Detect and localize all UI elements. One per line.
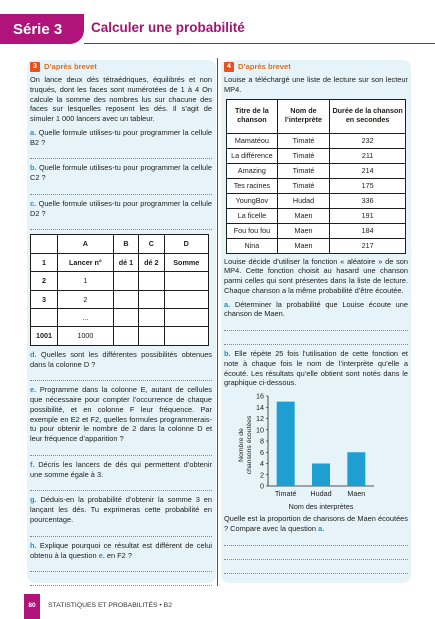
question-reference: a. <box>318 523 325 533</box>
question-label: d. <box>30 349 37 359</box>
y-tick-label: 4 <box>260 459 264 469</box>
exercise-source: D’après brevet <box>238 62 291 71</box>
question-label: c. <box>30 198 37 208</box>
x-tick-label: Timaté <box>274 489 297 499</box>
spreadsheet-row <box>31 327 209 345</box>
question-text: Quelle formule utilises-tu pour programmer la cellule B2 ? <box>30 127 212 147</box>
artist: Hudad <box>277 193 329 208</box>
page-footer <box>0 590 435 619</box>
table-row <box>227 193 406 208</box>
song-title: Amazing <box>227 163 278 178</box>
exercise-3 <box>30 62 212 590</box>
question-label: b. <box>224 349 231 359</box>
question-label: b. <box>30 163 37 173</box>
header-rule <box>84 43 435 44</box>
question-text: en F2 ? <box>106 550 132 560</box>
answer-line[interactable] <box>30 481 212 491</box>
exercise-3-intro: On lance deux dés tétraédriques, équilibrés et non truqués, dont les faces sont numérotées de 1 à 4 On calcule la somme des nombres lus sur chacune des faces sur lesquelles reposent les dés. Il s’agit de simuler 1 000 lancers avec un tableur. <box>30 75 212 124</box>
spreadsheet-row <box>31 253 209 271</box>
x-axis-title: Nom des interprètes <box>288 502 354 512</box>
y-tick-label: 0 <box>260 481 264 491</box>
y-axis-title: chansons écoutées <box>246 415 253 475</box>
serie-tab: Série 3 <box>0 14 84 44</box>
artist: Maen <box>277 223 329 238</box>
sheet-cell[interactable] <box>113 309 138 327</box>
question-label: a. <box>30 127 37 137</box>
song-title: Tes racines <box>227 178 278 193</box>
x-tick-label: Maen <box>347 489 366 499</box>
playlist-header-row <box>227 99 406 133</box>
answer-line[interactable] <box>30 576 212 586</box>
column-header: C <box>139 235 164 253</box>
duration: 232 <box>330 133 406 148</box>
question-text: Décris les lancers de dés qui permettent d’obtenir une somme égale à 3. <box>30 459 212 479</box>
table-row <box>227 223 406 238</box>
question-label: g. <box>30 495 37 505</box>
question-3d <box>30 350 212 370</box>
column-header: Nom de l’interprète <box>277 99 329 133</box>
answer-line[interactable] <box>224 550 408 560</box>
sheet-cell[interactable]: dé 2 <box>139 253 164 271</box>
spreadsheet-table <box>30 234 209 345</box>
sheet-cell[interactable] <box>139 290 164 308</box>
question-3a <box>30 128 212 148</box>
answer-line[interactable] <box>224 564 408 574</box>
song-title: La différence <box>227 148 278 163</box>
sheet-cell[interactable] <box>139 272 164 290</box>
artist: Maen <box>277 238 329 253</box>
spreadsheet-row <box>31 290 209 308</box>
question-reference: e. <box>98 550 105 560</box>
sheet-cell[interactable]: 1000 <box>58 327 114 345</box>
question-text: Quelle est la proportion de chansons de Maen écoutées ? Compare avec la question <box>224 514 408 533</box>
sheet-cell[interactable] <box>113 272 138 290</box>
answer-line[interactable] <box>224 321 408 331</box>
question-text: Déduis-en la probabilité d’obtenir la somme 3 en lançant les dés. Tu exprimeras cette probabilité en pourcentage. <box>30 495 212 524</box>
sheet-cell[interactable] <box>164 327 209 345</box>
answer-line[interactable] <box>30 446 212 456</box>
sheet-cell[interactable]: dé 1 <box>113 253 138 271</box>
answer-line[interactable] <box>30 185 212 195</box>
question-text: Explique pourquoi ce résultat est différent de celui obtenu à la question <box>30 540 212 560</box>
column-header: B <box>113 235 138 253</box>
sheet-cell[interactable]: ... <box>58 309 114 327</box>
artist: Timaté <box>277 133 329 148</box>
answer-line[interactable] <box>30 149 212 159</box>
question-text: Quelle formule utilises-tu pour programmer la cellule C2 ? <box>30 163 212 183</box>
bar-chart <box>224 390 408 514</box>
exercise-number: 4 <box>224 62 234 72</box>
answer-line[interactable] <box>30 220 212 230</box>
duration: 214 <box>330 163 406 178</box>
song-title: Fou fou fou <box>227 223 278 238</box>
spreadsheet-row <box>31 309 209 327</box>
exercise-4 <box>224 62 408 578</box>
page-number: 80 <box>24 594 40 619</box>
final-question <box>224 514 408 534</box>
answer-line[interactable] <box>224 335 408 345</box>
exercise-4-intro: Louise a téléchargé une liste de lecture sur son lecteur MP4. <box>224 75 408 94</box>
question-3e <box>30 385 212 444</box>
y-tick-label: 16 <box>256 391 264 401</box>
page-title: Calculer une probabilité <box>91 20 245 35</box>
column-header: Durée de la chanson en secondes <box>330 99 406 133</box>
exercise-source: D’après brevet <box>44 62 97 71</box>
question-3c <box>30 199 212 219</box>
column-header: Titre de la chanson <box>227 99 278 133</box>
footer-section: STATISTIQUES ET PROBABILITÉS • B2 <box>48 602 172 609</box>
table-row <box>227 148 406 163</box>
y-tick-label: 6 <box>260 447 264 457</box>
row-header: 1001 <box>31 327 58 345</box>
sheet-cell[interactable] <box>164 309 209 327</box>
answer-line[interactable] <box>224 536 408 546</box>
question-label: f. <box>30 459 35 469</box>
answer-line[interactable] <box>30 562 212 572</box>
exercise-4-header <box>224 62 408 72</box>
answer-line[interactable] <box>30 527 212 537</box>
song-title: La ficelle <box>227 208 278 223</box>
sheet-cell[interactable] <box>139 327 164 345</box>
duration: 217 <box>330 238 406 253</box>
question-3h <box>30 541 212 561</box>
exercise-4-context: Louise décide d’utiliser la fonction « aléatoire » de son MP4. Cette fonction choisit au hasard une chanson parmi celles qui sont présentes dans la liste de lecture. Chaque chanson a la même probabilité d’être écoutée. <box>224 256 408 295</box>
x-tick-label: Hudad <box>310 489 332 499</box>
artist: Timaté <box>277 163 329 178</box>
song-title: Mamatéou <box>227 133 278 148</box>
sheet-cell[interactable]: 2 <box>58 290 114 308</box>
artist: Timaté <box>277 178 329 193</box>
question-text: Déterminer la probabilité que Louise écoute une chanson de Maen. <box>224 299 408 319</box>
duration: 184 <box>330 223 406 238</box>
table-row <box>227 208 406 223</box>
question-label: a. <box>224 299 231 309</box>
column-divider <box>217 58 218 586</box>
duration: 336 <box>330 193 406 208</box>
y-tick-label: 2 <box>260 470 264 480</box>
table-row <box>227 238 406 253</box>
table-row <box>227 178 406 193</box>
sheet-cell[interactable] <box>139 309 164 327</box>
row-header: 2 <box>31 272 58 290</box>
sheet-cell[interactable] <box>113 327 138 345</box>
question-text: Quelle formule utilises-tu pour programmer la cellule D2 ? <box>30 198 212 218</box>
answer-line[interactable] <box>30 371 212 381</box>
sheet-cell[interactable] <box>113 290 138 308</box>
sheet-cell[interactable]: Somme <box>164 253 209 271</box>
question-4b <box>224 349 408 388</box>
duration: 191 <box>330 208 406 223</box>
page-header <box>0 0 435 44</box>
bar <box>277 402 295 486</box>
question-label: h. <box>30 540 37 550</box>
question-4a <box>224 300 408 320</box>
song-title: Nina <box>227 238 278 253</box>
sheet-cell[interactable] <box>164 272 209 290</box>
question-3f <box>30 460 212 480</box>
sheet-cell[interactable] <box>164 290 209 308</box>
question-text: Quelles sont les différentes possibilités obtenues dans la colonne D ? <box>30 349 212 369</box>
sheet-cell[interactable]: Lancer n° <box>58 253 114 271</box>
playlist-table <box>226 99 406 254</box>
artist: Maen <box>277 208 329 223</box>
row-header <box>31 309 58 327</box>
y-tick-label: 14 <box>256 402 264 412</box>
bar-chart-svg <box>224 390 408 514</box>
column-header: D <box>164 235 209 253</box>
row-header: 1 <box>31 253 58 271</box>
y-tick-label: 10 <box>256 425 264 435</box>
table-row <box>227 163 406 178</box>
corner-cell <box>31 235 58 253</box>
spreadsheet-row <box>31 272 209 290</box>
question-3g <box>30 495 212 524</box>
y-axis-title: Nombre de <box>238 428 245 463</box>
exercise-3-header <box>30 62 212 72</box>
question-3b <box>30 163 212 183</box>
sheet-cell[interactable]: 1 <box>58 272 114 290</box>
question-text: Elle répète 25 fois l’utilisation de cette fonction et note à chaque fois le nom de l’interprète qu’elle a écouté. Les résultats qu’elle obtient sont notés dans le graphique ci-dessous. <box>224 349 408 388</box>
question-label: e. <box>30 385 37 395</box>
column-header: A <box>58 235 114 253</box>
bar <box>312 464 330 487</box>
spreadsheet-header-row <box>31 235 209 253</box>
bar <box>347 452 365 486</box>
question-text: Programme dans la colonne E, autant de cellules que nécessaire pour compter l’occurrence de chaque possibilité, et en colonne F leur fréquence. Par exemple en E2 et F2, quelles formules programmerais-tu pour obtenir le nombre de 2 dans la colonne D et leur fréquence d’apparition ? <box>30 385 213 444</box>
duration: 175 <box>330 178 406 193</box>
artist: Timaté <box>277 148 329 163</box>
y-tick-label: 12 <box>256 414 264 424</box>
song-title: YoungBov <box>227 193 278 208</box>
row-header: 3 <box>31 290 58 308</box>
exercise-number: 3 <box>30 62 40 72</box>
table-row <box>227 133 406 148</box>
y-tick-label: 8 <box>260 436 264 446</box>
duration: 211 <box>330 148 406 163</box>
